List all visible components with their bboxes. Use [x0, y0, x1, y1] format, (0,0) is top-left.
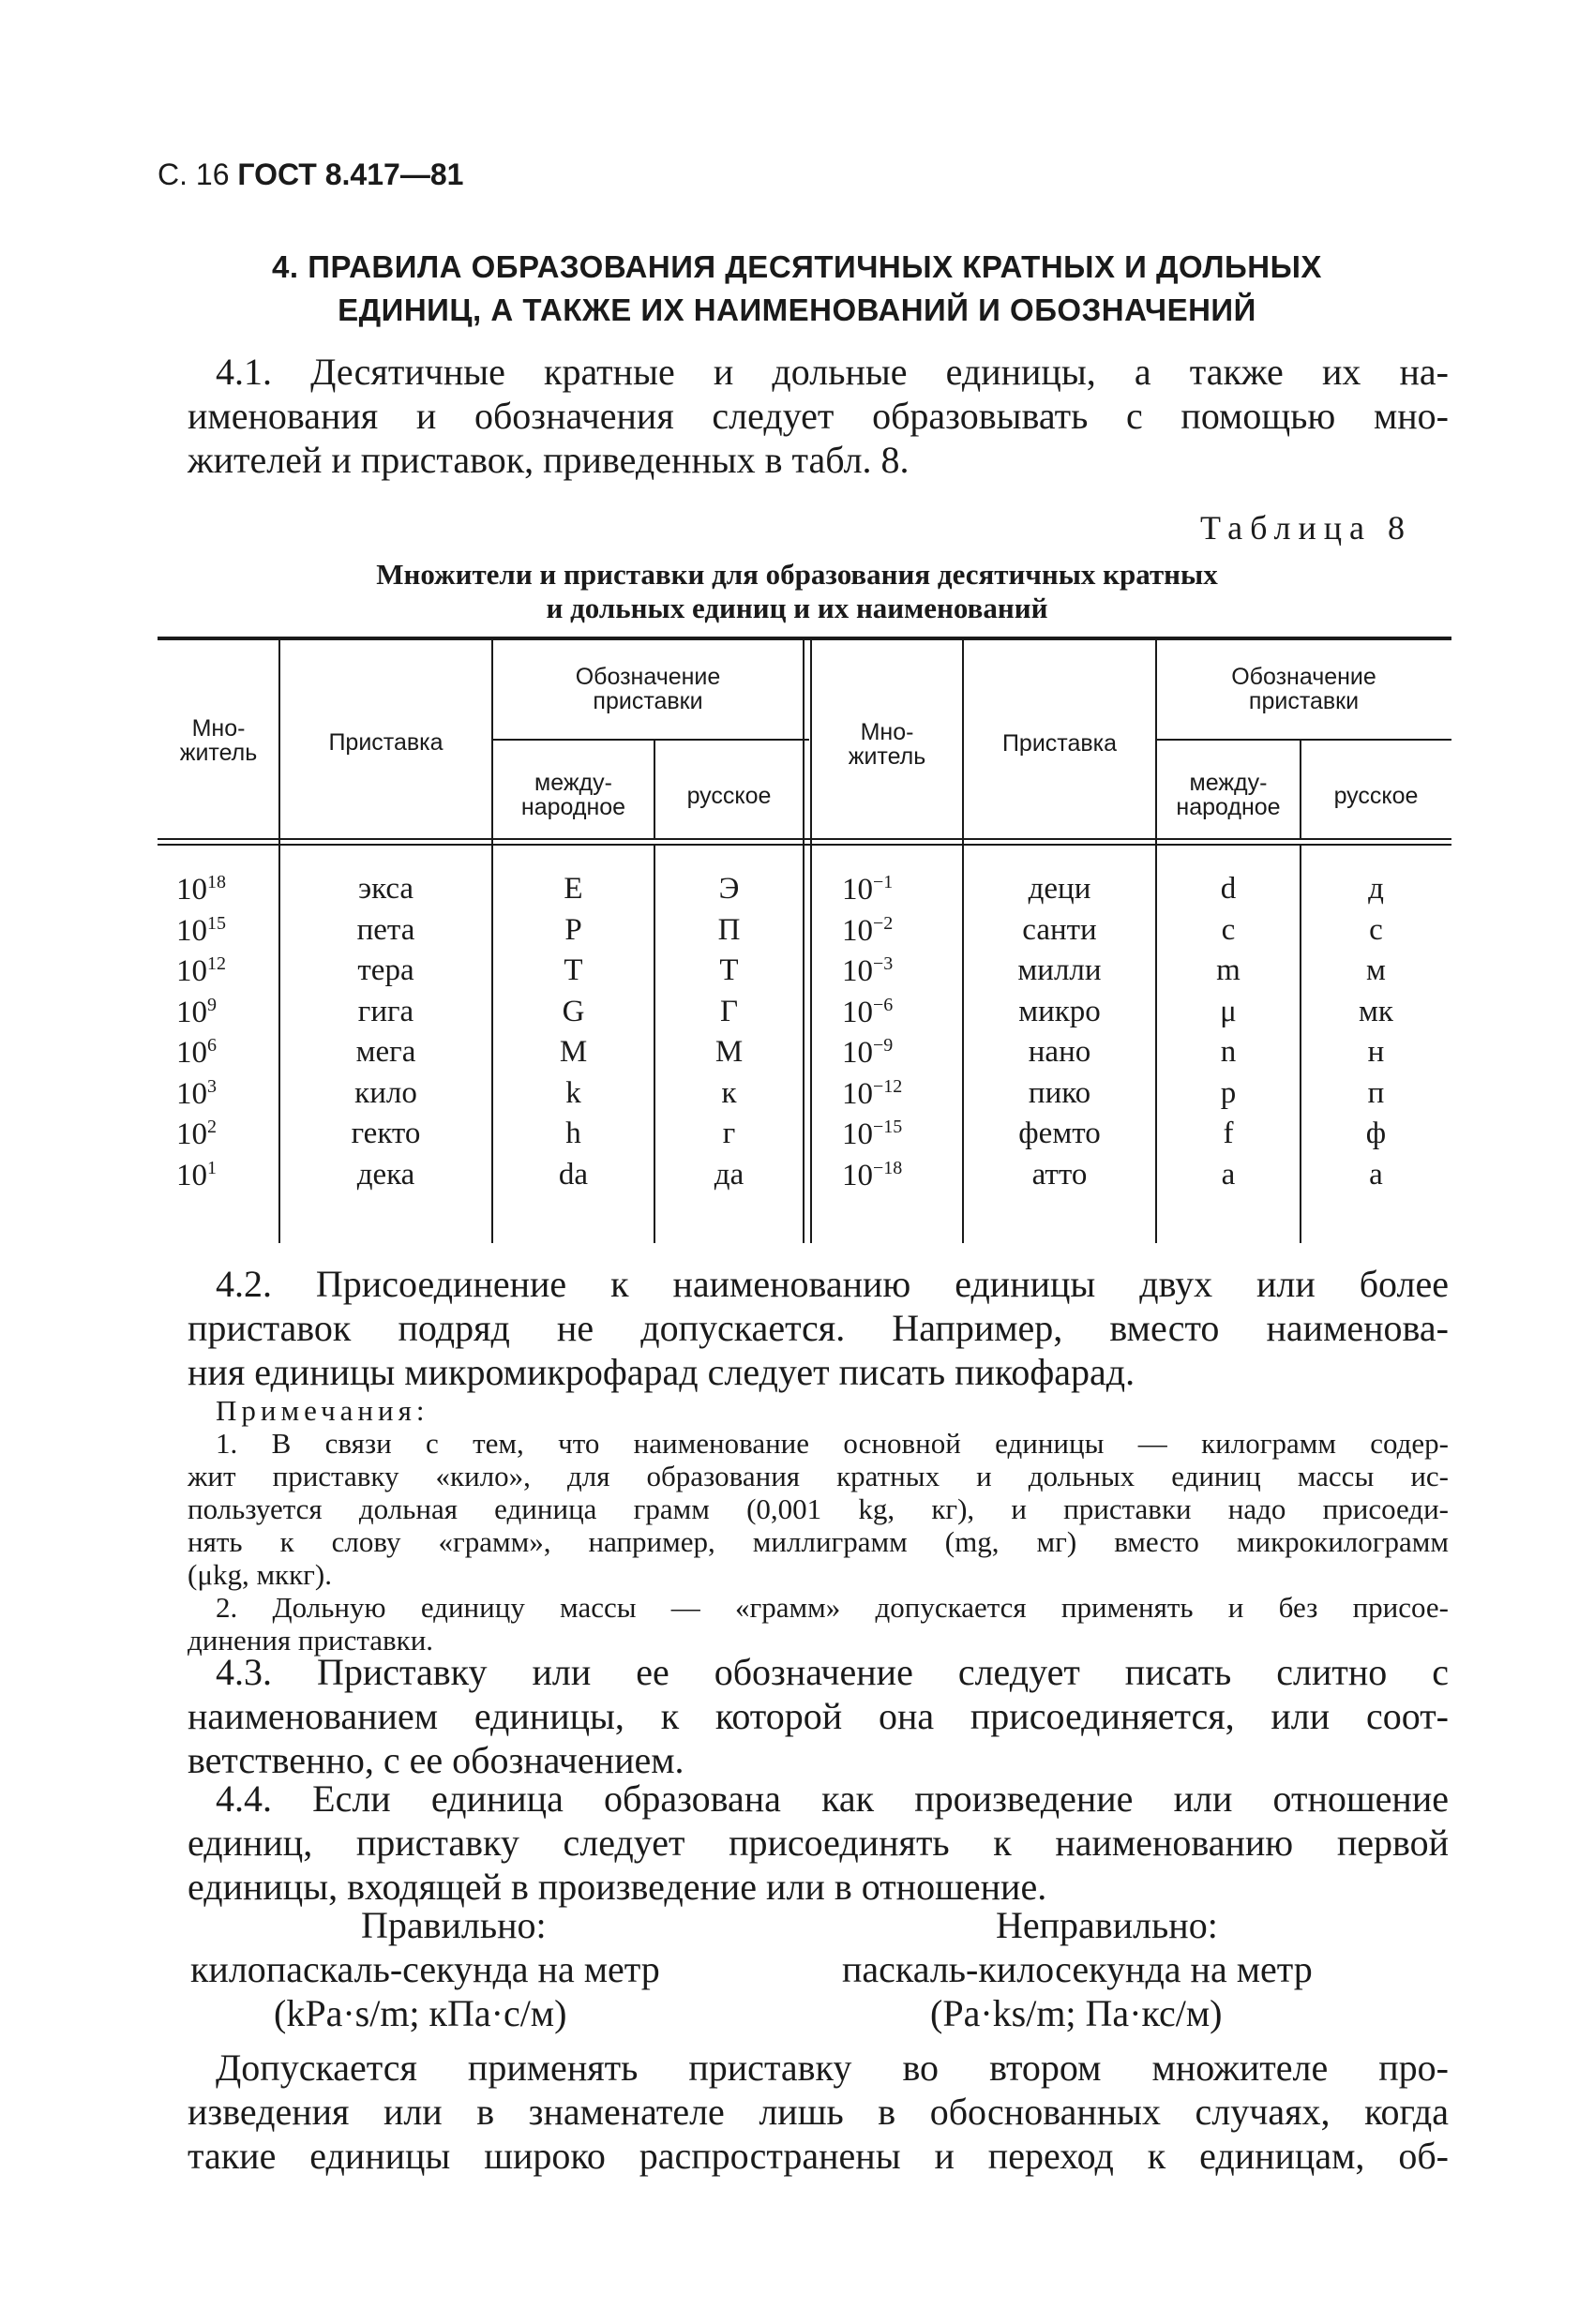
prefix-name: деци [1028, 872, 1091, 906]
paragraph-4-1 [188, 350, 1449, 482]
power-exponent: −15 [873, 1117, 903, 1137]
header-text: народное [520, 794, 626, 820]
table-caption [281, 558, 1313, 625]
symbol-russian: Т [719, 953, 739, 987]
text-line: изведения или в знаменателе лишь в обоснованных случаях, когда [188, 2091, 1449, 2133]
text-line: единиц, приставку следует присоединять к наименованию первой [188, 1822, 1449, 1864]
prefix-name: милли [1017, 953, 1102, 987]
power-base: 10 [176, 913, 207, 948]
section-title-line: ЕДИНИЦ, А ТАКЖЕ ИХ НАИМЕНОВАНИЙ И ОБОЗНАЧЕНИЙ [338, 292, 1256, 327]
symbol-russian: Э [718, 872, 740, 906]
prefix-table [158, 634, 1451, 1243]
symbol-russian: мк [1359, 994, 1393, 1028]
header-russian: русское [686, 783, 772, 809]
table-row [158, 1035, 1451, 1075]
prefix-name: гига [357, 994, 414, 1028]
prefix-name: пета [356, 912, 415, 947]
prefix-name: экса [357, 872, 414, 906]
symbol-russian: ф [1365, 1117, 1387, 1150]
multiplier [176, 953, 226, 989]
text-line: именования и обозначения следует образовывать с помощью мно- [188, 395, 1449, 437]
header-text: Обозначение [1231, 664, 1376, 690]
symbol-russian: д [1368, 872, 1384, 906]
table-row [158, 1158, 1451, 1198]
table-row [158, 995, 1451, 1035]
prefix-name: мега [355, 1035, 416, 1069]
power-base: 10 [842, 1076, 873, 1111]
header-text: Мно- [860, 719, 914, 745]
symbol-international: G [562, 994, 585, 1028]
symbol-international: k [565, 1075, 581, 1110]
power-exponent: −1 [873, 872, 894, 892]
power-exponent: 1 [207, 1157, 217, 1178]
symbol-international: m [1216, 953, 1241, 987]
text-line: наименованием единицы, к которой она присоединяется, или соот- [188, 1695, 1449, 1737]
symbol-russian: г [722, 1117, 736, 1150]
table-row [158, 872, 1451, 912]
prefix-name: дека [356, 1157, 415, 1192]
text-line: единицы, входящей в произведение или в отношение. [188, 1866, 1047, 1908]
power-base: 10 [176, 1076, 207, 1111]
symbol-russian: а [1369, 1157, 1383, 1192]
note-line: динения приставки. [188, 1624, 434, 1657]
note-line: 1. В связи с тем, что наименование основной единицы — килограмм содер- [216, 1427, 1449, 1460]
paragraph-4-2 [188, 1262, 1449, 1394]
symbol-international: c [1221, 912, 1236, 947]
multiplier [176, 1076, 217, 1112]
symbol-international: h [565, 1117, 581, 1150]
prefix-name: микро [1018, 994, 1101, 1028]
incorrect-label: Неправильно: [996, 1904, 1218, 1946]
text-line: Допускается применять приставку во втором множителе про- [216, 2047, 1449, 2089]
power-exponent: −12 [873, 1075, 903, 1097]
text-line: ветственно, с ее обозначением. [188, 1739, 684, 1781]
power-exponent: 2 [207, 1117, 217, 1137]
header-text: приставки [593, 688, 703, 714]
power-exponent: −6 [873, 994, 894, 1015]
power-exponent: −2 [873, 912, 894, 934]
symbol-international: p [1220, 1075, 1237, 1110]
table-row [158, 1076, 1451, 1117]
power-base: 10 [842, 995, 873, 1029]
multiplier [842, 872, 893, 907]
symbol-international: M [559, 1035, 588, 1069]
symbol-international: P [564, 912, 582, 947]
symbol-international: f [1223, 1117, 1234, 1150]
power-base: 10 [842, 1036, 873, 1070]
multiplier [176, 913, 226, 949]
text-line: приставок подряд не допускается. Например, вместо наименова- [188, 1307, 1449, 1349]
prefix-name: атто [1031, 1157, 1088, 1192]
paragraph-4-3 [188, 1650, 1449, 1782]
power-exponent: −18 [873, 1157, 903, 1178]
incorrect-name: паскаль-килосекунда на метр [842, 1948, 1313, 1990]
multiplier [176, 872, 226, 907]
header-multiplier [158, 716, 279, 765]
header-text: житель [179, 740, 258, 766]
power-base: 10 [176, 873, 207, 907]
power-exponent: 12 [207, 953, 226, 974]
header-text: приставки [1248, 688, 1360, 714]
multiplier [176, 995, 217, 1030]
symbol-russian: да [714, 1157, 744, 1192]
header-designation [492, 665, 804, 713]
power-base: 10 [176, 1158, 207, 1192]
header-text: житель [848, 743, 926, 770]
note-line: 2. Дольную единицу массы — «грамм» допускается применять и без присое- [216, 1591, 1449, 1624]
power-exponent: 6 [207, 1035, 217, 1056]
symbol-international: a [1221, 1157, 1236, 1192]
power-exponent: 18 [207, 872, 226, 892]
power-base: 10 [176, 1117, 207, 1151]
symbol-russian: М [714, 1035, 744, 1069]
caption-line: и дольных единиц и их наименований [546, 592, 1048, 624]
correct-label: Правильно: [361, 1904, 547, 1946]
notes-title: Примечания: [216, 1394, 429, 1427]
section-title [188, 246, 1406, 332]
power-base: 10 [842, 1158, 873, 1192]
text-line: ния единицы микромикрофарад следует писать пикофарад. [188, 1351, 1135, 1393]
caption-line: Множители и приставки для образования десятичных кратных [376, 558, 1218, 591]
multiplier [842, 953, 893, 989]
multiplier [842, 1035, 893, 1071]
page-number: С. 16 [158, 157, 230, 191]
header-text: Обозначение [575, 664, 721, 690]
header-text: народное [1176, 794, 1281, 820]
multiplier [842, 995, 893, 1030]
prefix-name: кило [354, 1075, 417, 1110]
section-title-line: 4. ПРАВИЛА ОБРАЗОВАНИЯ ДЕСЯТИЧНЫХ КРАТНЫХ И ДОЛЬНЫХ [272, 249, 1322, 284]
multiplier [176, 1158, 217, 1193]
header-international [492, 771, 654, 819]
power-exponent: 9 [207, 994, 217, 1015]
text-line: 4.2. Присоединение к наименованию единицы двух или более [216, 1263, 1449, 1305]
table-row [158, 1117, 1451, 1157]
symbol-russian: м [1366, 953, 1386, 987]
symbol-russian: н [1367, 1035, 1385, 1069]
prefix-name: тера [357, 953, 414, 987]
text-line: жителей и приставок, приведенных в табл. 8. [188, 439, 910, 481]
table-row [158, 913, 1451, 953]
header-text: между- [534, 770, 612, 796]
note-line: пользуется дольная единица грамм (0,001 kg, кг), и приставки надо присоеди- [188, 1492, 1449, 1525]
prefix-name: фемто [1018, 1117, 1101, 1150]
correct-name: килопаскаль-секунда на метр [190, 1948, 660, 1990]
correct-symbol: (kPa·s/m; кПа·с/м) [274, 1992, 567, 2034]
incorrect-symbol: (Pa·ks/m; Па·кс/м) [930, 1992, 1223, 2034]
multiplier [842, 1117, 902, 1152]
power-exponent: 3 [207, 1075, 217, 1097]
power-base: 10 [842, 954, 873, 988]
header-prefix: Приставка [1001, 730, 1118, 757]
header-designation [1156, 665, 1451, 713]
power-base: 10 [842, 1117, 873, 1151]
standard-id: ГОСТ 8.417—81 [237, 157, 464, 191]
symbol-international: E [564, 872, 583, 906]
header-prefix: Приставка [328, 729, 444, 756]
multiplier [842, 1076, 902, 1112]
power-base: 10 [176, 954, 207, 988]
header-multiplier [811, 720, 963, 769]
text-line: 4.4. Если единица образована как произведение или отношение [216, 1777, 1449, 1820]
text-line: 4.1. Десятичные кратные и дольные единицы, а также их на- [216, 351, 1449, 393]
table-label: Таблица 8 [1200, 509, 1412, 547]
symbol-russian: П [717, 912, 741, 947]
header-text: Мно- [191, 715, 246, 742]
symbol-international: da [558, 1157, 589, 1192]
note-line: (μkg, мккг). [188, 1558, 332, 1591]
text-line: 4.3. Приставку или ее обозначение следует писать слитно с [216, 1651, 1449, 1693]
symbol-russian: с [1369, 912, 1383, 947]
multiplier [842, 1158, 902, 1193]
multiplier [176, 1117, 217, 1152]
page-header [158, 157, 463, 192]
symbol-international: μ [1220, 994, 1237, 1028]
power-exponent: 15 [207, 912, 226, 934]
table-row [158, 953, 1451, 994]
prefix-name: гекто [351, 1117, 421, 1150]
note-line: нять к слову «грамм», например, миллиграмм (mg, мг) вместо микрокилограмм [188, 1525, 1449, 1558]
notes [188, 1394, 1449, 1657]
power-base: 10 [176, 995, 207, 1029]
header-international [1156, 771, 1301, 819]
symbol-international: T [564, 953, 583, 987]
symbol-russian: Г [719, 994, 739, 1028]
prefix-name: пико [1028, 1075, 1091, 1110]
symbol-russian: к [721, 1075, 737, 1110]
multiplier [842, 913, 893, 949]
header-russian: русское [1333, 783, 1419, 809]
symbol-international: d [1220, 872, 1237, 906]
power-exponent: −3 [873, 953, 894, 974]
power-exponent: −9 [873, 1035, 894, 1056]
prefix-name: санти [1022, 912, 1097, 947]
paragraph-final [188, 2046, 1449, 2178]
multiplier [176, 1035, 217, 1071]
power-base: 10 [176, 1036, 207, 1070]
symbol-international: n [1220, 1035, 1237, 1069]
text-line: такие единицы широко распространены и переход к единицам, об- [188, 2135, 1449, 2177]
note-line: жит приставку «кило», для образования кратных и дольных единиц массы ис- [188, 1460, 1449, 1492]
header-text: между- [1189, 770, 1268, 796]
prefix-name: нано [1028, 1035, 1091, 1069]
symbol-russian: п [1367, 1075, 1385, 1110]
power-base: 10 [842, 913, 873, 948]
paragraph-4-4 [188, 1777, 1449, 1909]
power-base: 10 [842, 873, 873, 907]
